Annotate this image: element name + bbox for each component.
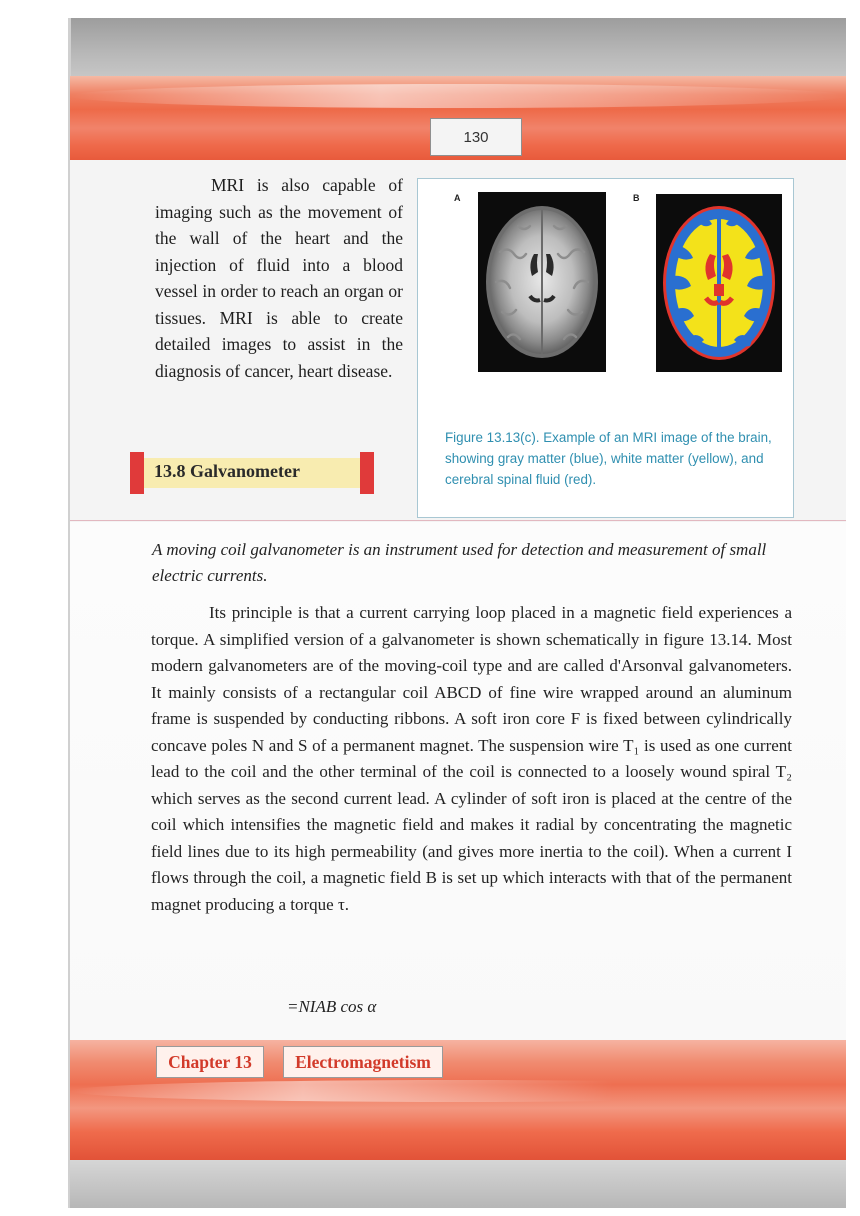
scan-top-margin	[70, 18, 846, 80]
mri-segmented-image	[656, 194, 782, 372]
figure-caption: Figure 13.13(c). Example of an MRI image of the brain, showing gray matter (blue), white matter (yellow), and cerebral spinal fluid (red).	[445, 430, 772, 487]
heading-accent-left	[130, 452, 144, 494]
page-number: 130	[430, 118, 522, 156]
definition-statement: A moving coil galvanometer is an instrument used for detection and measurement of small electric currents.	[152, 540, 767, 585]
section-heading-text: 13.8 Galvanometer	[154, 461, 300, 481]
footer-chapter-number: Chapter 13	[156, 1046, 264, 1078]
mri-grayscale-image	[478, 192, 606, 372]
torque-equation: =NIAB cos α	[287, 997, 377, 1016]
figure-label-a: A	[454, 193, 461, 203]
intro-paragraph: MRI is also capable of imaging such as the movement of the wall of the heart and the injection of fluid into a blood vessel in order to reach an organ or tissues. MRI is able to create detailed images to assist in the diagnosis of cancer, heart disease.	[155, 175, 403, 381]
heading-accent-right	[360, 452, 374, 494]
figure-label-b: B	[633, 193, 640, 203]
body-paragraph: Its principle is that a current carrying loop placed in a magnetic field experiences a torque. A simplified version of a galvanometer is shown schematically in figure 13.14. Most modern galvanometers are of the moving-coil type and are called d'Arsonval galvanometers. It mainly consists of a rectangular coil ABCD of fine wire wrapped around an aluminum frame is suspended by conducting ribbons. A soft iron core F is fixed between cylindrically concave poles N and S of a permanent magnet. The suspension wire T₁ is used as one current lead to the coil and the other terminal of the coil is connected to a loosely wound spiral T₂ which serves as the second current lead. A cylinder of soft iron is placed at the centre of the coil which intensifies the magnetic field and makes it radial by concentrating the magnetic field lines due to its high permeability (and gives more inertia to the coil). When a current I flows through the coil, a magnetic field B is set up which interacts with that of the permanent magnet producing a torque τ.	[151, 603, 792, 914]
footer-chapter-title: Electromagnetism	[283, 1046, 443, 1078]
section-heading	[130, 452, 374, 494]
section-divider	[70, 520, 846, 521]
scan-bottom-margin	[70, 1160, 846, 1208]
